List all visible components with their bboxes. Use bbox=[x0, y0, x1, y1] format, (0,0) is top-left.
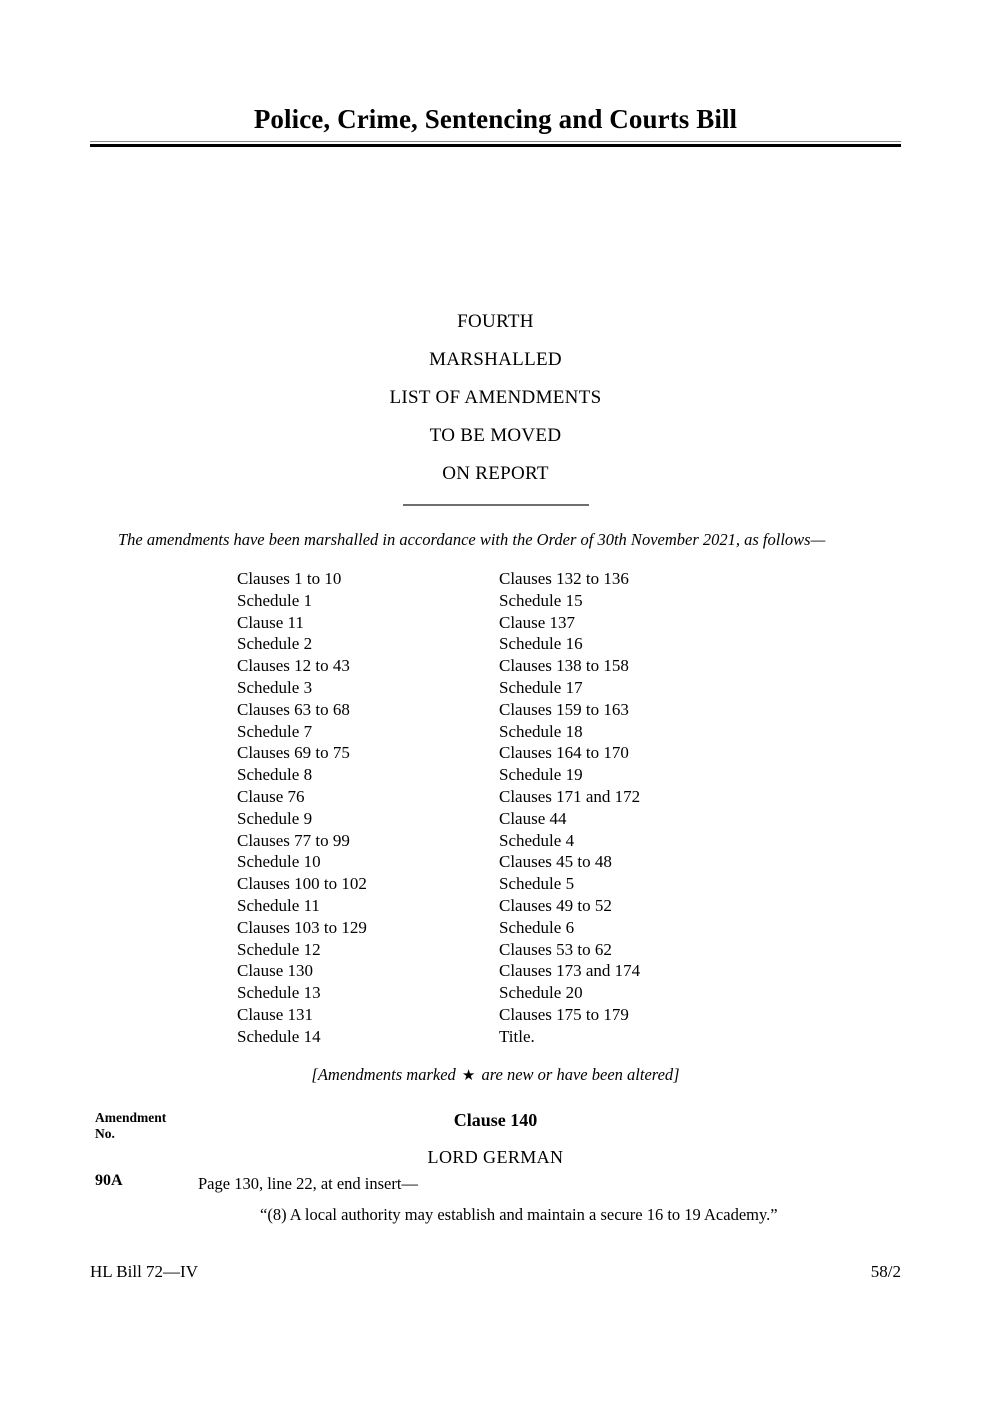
list-item: Schedule 10 bbox=[237, 852, 321, 872]
heading-line-2: MARSHALLED bbox=[429, 349, 562, 370]
list-item: Title. bbox=[499, 1026, 535, 1046]
list-item: Clauses 132 to 136 bbox=[499, 569, 629, 588]
list-item: Clause 44 bbox=[499, 808, 567, 828]
amendment-number: 90A bbox=[95, 1172, 123, 1189]
list-item: Schedule 16 bbox=[499, 634, 583, 654]
list-item: Schedule 15 bbox=[499, 590, 583, 610]
list-item: Schedule 9 bbox=[237, 808, 313, 828]
list-item: Schedule 19 bbox=[499, 765, 583, 785]
footer-page-number: 58/2 bbox=[870, 1262, 901, 1281]
list-item: Schedule 13 bbox=[237, 983, 321, 1003]
clause-heading: Clause 140 bbox=[453, 1110, 538, 1130]
heading-divider bbox=[403, 504, 589, 506]
amendment-no-label-line-2: No. bbox=[95, 1126, 115, 1141]
star-icon: ★ bbox=[461, 1068, 476, 1084]
list-item: Schedule 18 bbox=[499, 721, 583, 741]
list-item: Clauses 100 to 102 bbox=[237, 874, 367, 894]
list-item: Clauses 171 and 172 bbox=[499, 786, 641, 806]
list-item: Schedule 11 bbox=[237, 895, 320, 915]
list-item: Clauses 45 to 48 bbox=[499, 852, 612, 872]
list-heading bbox=[90, 303, 901, 493]
list-item: Clause 131 bbox=[237, 1004, 314, 1024]
list-item: Clauses 138 to 158 bbox=[499, 656, 629, 676]
title-divider bbox=[90, 141, 901, 147]
intro-paragraph: The amendments have been marshalled in accordance with the Order of 30th November 2021, as follows— bbox=[118, 530, 826, 549]
member-name: LORD GERMAN bbox=[427, 1147, 564, 1167]
amendment-entry bbox=[90, 1172, 901, 1227]
list-item: Clause 137 bbox=[499, 612, 576, 632]
list-item: Clause 11 bbox=[237, 612, 304, 632]
page-footer bbox=[90, 1262, 901, 1282]
list-item: Schedule 12 bbox=[237, 939, 321, 959]
list-item: Clauses 77 to 99 bbox=[237, 830, 350, 850]
list-item: Clauses 159 to 163 bbox=[499, 699, 629, 719]
star-note-prefix: [Amendments marked bbox=[311, 1065, 456, 1084]
list-item: Schedule 4 bbox=[499, 830, 575, 850]
amendment-body-text: “(8) A local authority may establish and maintain a secure 16 to 19 Academy.” bbox=[260, 1205, 778, 1224]
heading-line-4: TO BE MOVED bbox=[429, 425, 562, 446]
list-item: Schedule 1 bbox=[237, 590, 313, 610]
list-item: Schedule 14 bbox=[237, 1026, 321, 1046]
list-item: Clauses 173 and 174 bbox=[499, 961, 641, 981]
list-item: Schedule 17 bbox=[499, 677, 583, 697]
star-note bbox=[90, 1065, 901, 1085]
page-title: Police, Crime, Sentencing and Courts Bill bbox=[253, 104, 738, 134]
list-item: Clause 76 bbox=[237, 786, 305, 806]
heading-line-3: LIST OF AMENDMENTS bbox=[389, 387, 602, 408]
list-item: Clause 130 bbox=[237, 961, 314, 981]
list-item: Schedule 6 bbox=[499, 917, 575, 937]
list-item: Clauses 12 to 43 bbox=[237, 656, 350, 676]
marshalling-list-left-column bbox=[237, 568, 495, 1048]
marshalling-list-right-column bbox=[499, 568, 757, 1048]
list-item: Schedule 7 bbox=[237, 721, 313, 741]
list-item: Schedule 5 bbox=[499, 874, 575, 894]
footer-bill-reference: HL Bill 72—IV bbox=[90, 1262, 198, 1281]
star-note-suffix: are new or have been altered] bbox=[481, 1065, 680, 1084]
list-item: Schedule 3 bbox=[237, 677, 313, 697]
list-item: Clauses 49 to 52 bbox=[499, 895, 612, 915]
list-item: Clauses 175 to 179 bbox=[499, 1004, 629, 1024]
heading-line-1: FOURTH bbox=[457, 311, 534, 332]
marshalling-list bbox=[237, 568, 757, 1048]
list-item: Schedule 20 bbox=[499, 983, 583, 1003]
amendment-lead-in: Page 130, line 22, at end insert— bbox=[198, 1174, 418, 1193]
list-item: Clauses 1 to 10 bbox=[237, 569, 342, 588]
list-item: Schedule 8 bbox=[237, 765, 313, 785]
title-divider-thick-line bbox=[90, 144, 901, 147]
list-item: Clauses 164 to 170 bbox=[499, 743, 629, 763]
list-item: Clauses 53 to 62 bbox=[499, 939, 612, 959]
heading-line-5: ON REPORT bbox=[442, 463, 549, 484]
list-item: Clauses 69 to 75 bbox=[237, 743, 350, 763]
list-item: Schedule 2 bbox=[237, 634, 313, 654]
list-item: Clauses 63 to 68 bbox=[237, 699, 350, 719]
amendment-no-label-line-1: Amendment bbox=[95, 1110, 167, 1125]
list-item: Clauses 103 to 129 bbox=[237, 917, 367, 937]
